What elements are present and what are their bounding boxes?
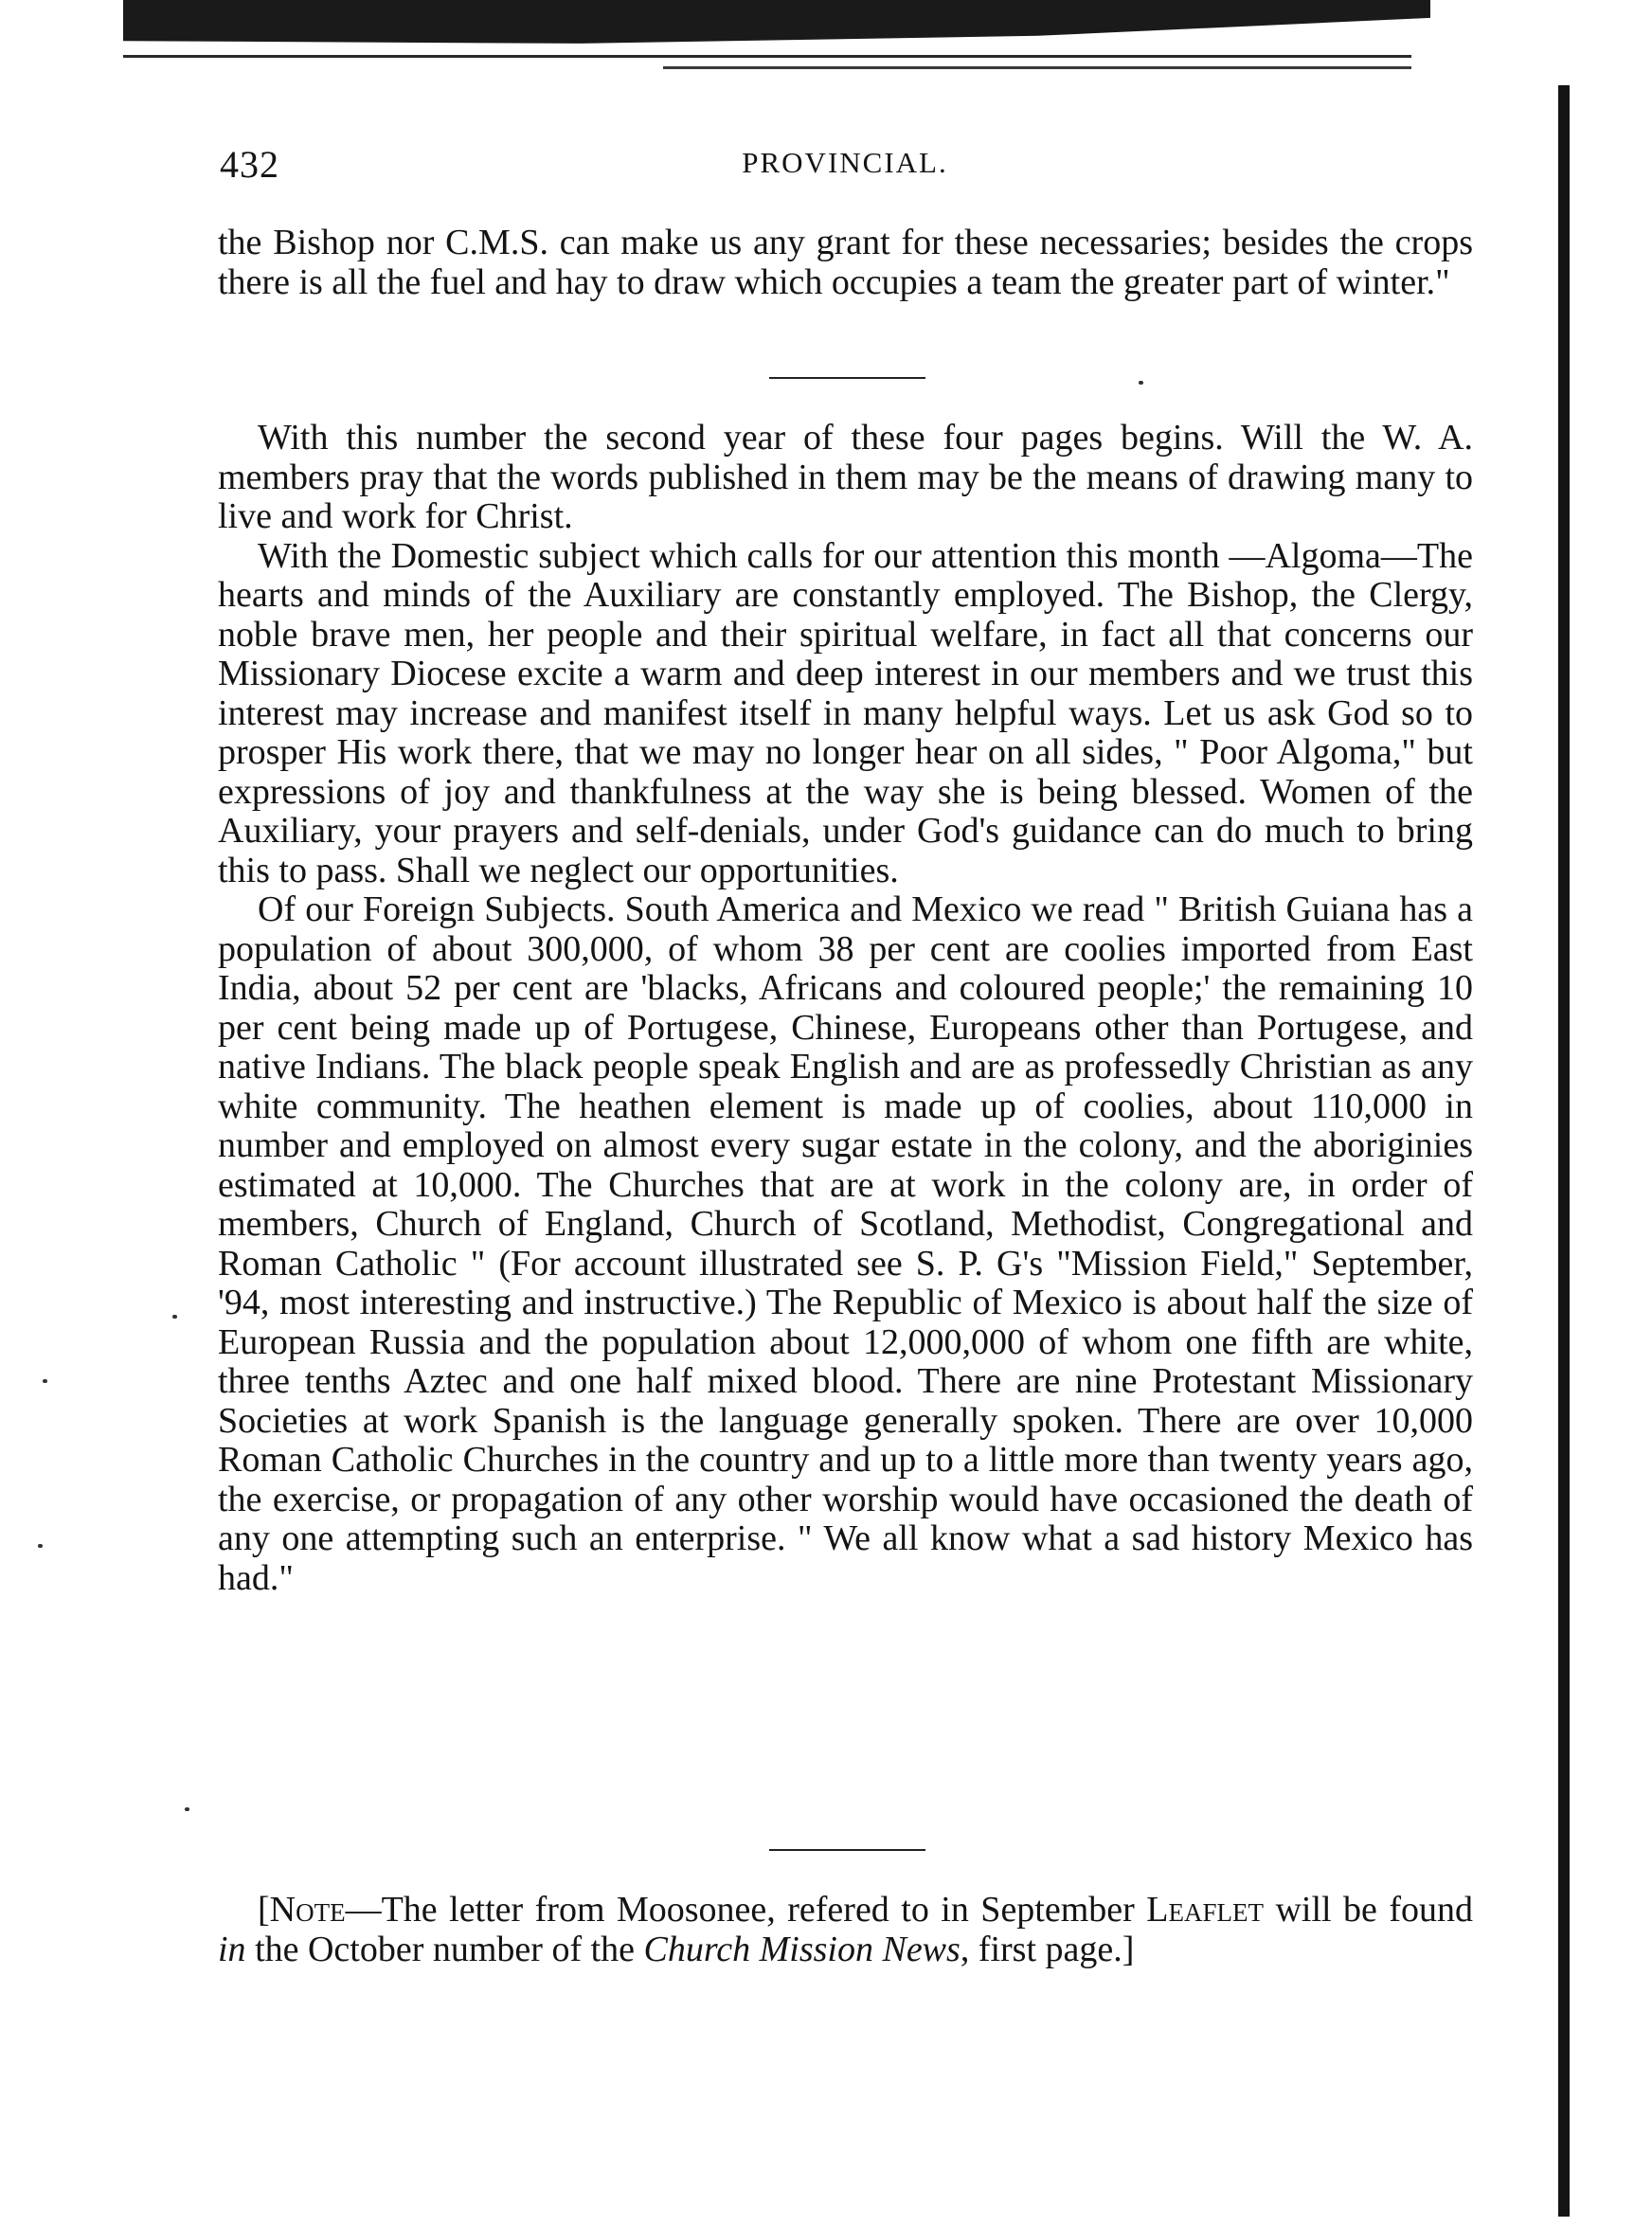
section-divider xyxy=(769,1849,925,1851)
paragraph-intro: With this number the second year of these four pages begins. Will the W. A. members pray that the words published in them may be the means of drawing many to live and work for Christ. xyxy=(218,418,1473,536)
page-header xyxy=(220,142,1470,199)
scan-speck xyxy=(1139,381,1143,385)
scan-border-top xyxy=(123,0,1430,51)
paragraph-foreign-subjects: Of our Foreign Subjects. South America and Mexico we read " British Guiana has a population of about 300,000, of whom 38 per cent are coolies imported from East India, about 52 per cent are 'blacks, Africans and coloured people;' the remaining 10 per cent being made up of Portugese, Chinese, Europeans other than Portugese, and native Indians. The black people speak English and are as professedly Christian as any white community. The heathen element is made up of coolies, about 110,000 in number and employed on almost every sugar estate in the colony, and the aboriginies estimated at 10,000. The Churches that are at work in the colony are, in order of members, Church of England, Church of Scotland, Methodist, Congregational and Roman Catholic " (For account illustrated see S. P. G's "Mission Field," September, '94, most interesting and instructive.) The Republic of Mexico is about half the size of European Russia and the population about 12,000,000 of whom one fifth are white, three tenths Aztec and one half mixed blood. There are nine Protestant Missionary Societies at work Spanish is the language generally spoken. There are over 10,000 Roman Catholic Churches in the country and up to a little more than twenty years ago, the exercise, or propagation of any other worship would have occasioned the death of any one attempting such an enterprise. " We all know what a sad history Mexico has had." xyxy=(218,889,1473,1598)
scan-speck xyxy=(185,1807,189,1811)
scan-speck xyxy=(38,1544,43,1548)
journal-title: Church Mission News xyxy=(643,1929,961,1969)
paragraph-continuation: the Bishop nor C.M.S. can make us any grant for these necessaries; besides the crops there is all the fuel and hay to draw which occupies a team the greater part of winter." xyxy=(218,223,1473,302)
scan-speck xyxy=(43,1379,47,1383)
page-number: 432 xyxy=(220,143,279,186)
paragraph-algoma: With the Domestic subject which calls for our attention this month —Algoma—The hearts and minds of the Auxiliary are constantly employed. The Bishop, the Clergy, noble brave men, her people and their spiritual welfare, in fact all that concerns our Missionary Diocese excite a warm and deep interest in our members and we trust this interest may increase and manifest itself in many helpful ways. Let us ask God so to prosper His work there, that we may no longer hear on all sides, " Poor Algoma," but expressions of joy and thankfulness at the way she is being blessed. Women of the Auxiliary, your prayers and self-denials, under God's guidance can do much to bring this to pass. Shall we neglect our opportunities. xyxy=(218,535,1473,890)
body-block-2 xyxy=(218,419,1473,1598)
scan-border-line xyxy=(123,55,1411,58)
scan-border-line xyxy=(663,66,1411,69)
scan-speck xyxy=(172,1315,177,1319)
scan-border-right xyxy=(1558,85,1570,2217)
body-block-1 xyxy=(218,224,1473,302)
editorial-note: [Note—The letter from Moosonee, refered to in September Leaflet will be found in the October number of the Church Mission News, first page.] xyxy=(218,1890,1474,1969)
section-divider xyxy=(769,377,925,379)
running-head: PROVINCIAL. xyxy=(742,146,948,179)
note-block xyxy=(218,1891,1473,1969)
